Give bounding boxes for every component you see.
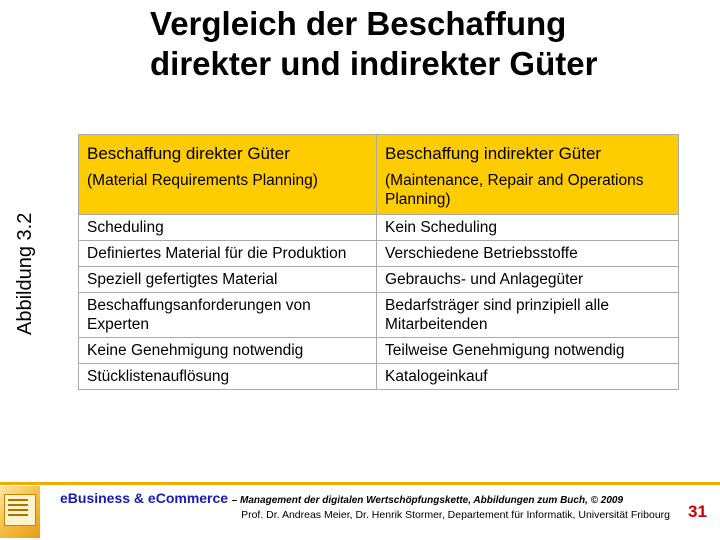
table-cell-indirect: Verschiedene Betriebsstoffe [377, 241, 679, 267]
book-cover-logo-icon [0, 486, 40, 538]
footer-divider [0, 482, 720, 485]
page-number: 31 [688, 502, 707, 521]
table-cell-direct: Definiertes Material für die Produktion [79, 241, 377, 267]
table-cell-direct: Stücklistenauflösung [79, 364, 377, 390]
table-cell-direct: Beschaffungsanforderungen von Experten [79, 293, 377, 338]
table-row [79, 241, 679, 267]
footer-title [60, 490, 680, 509]
header-indirect-subtitle: (Maintenance, Repair and Operations Planning) [385, 172, 644, 208]
table-cell-indirect: Bedarfsträger sind prinzipiell alle Mitarbeitenden [377, 293, 679, 338]
header-direct-title: Beschaffung direkter Güter [87, 144, 290, 163]
table-cell-direct: Scheduling [79, 215, 377, 241]
table-cell-direct: Speziell gefertigtes Material [79, 267, 377, 293]
header-indirect-title: Beschaffung indirekter Güter [385, 144, 602, 163]
header-direct-subtitle: (Material Requirements Planning) [87, 172, 318, 189]
footer-credits: Prof. Dr. Andreas Meier, Dr. Henrik Stormer, Departement für Informatik, Universität Fribourg [241, 509, 670, 521]
table-cell-indirect: Katalogeinkauf [377, 364, 679, 390]
slide-title-line2: direkter und indirekter Güter [150, 45, 598, 82]
table-row [79, 293, 679, 338]
table-cell-direct: Keine Genehmigung notwendig [79, 338, 377, 364]
table-row [79, 364, 679, 390]
table-header-row [79, 135, 679, 215]
figure-label: Abbildung 3.2 [14, 212, 36, 335]
table-row [79, 338, 679, 364]
slide-title-line1: Vergleich der Beschaffung [150, 5, 567, 42]
table-row [79, 215, 679, 241]
footer-brand: eBusiness & eCommerce [60, 490, 229, 506]
table-row [79, 267, 679, 293]
table-cell-indirect: Teilweise Genehmigung notwendig [377, 338, 679, 364]
table-cell-indirect: Kein Scheduling [377, 215, 679, 241]
comparison-table [78, 134, 679, 390]
header-cell-indirect [377, 135, 679, 215]
slide-title [150, 4, 690, 84]
footer-subtitle: – Management der digitalen Wertschöpfungskette, Abbildungen zum Buch, © 2009 [231, 495, 624, 506]
table-cell-indirect: Gebrauchs- und Anlagegüter [377, 267, 679, 293]
book-cover-logo-inner [4, 494, 36, 526]
header-cell-direct [79, 135, 377, 215]
